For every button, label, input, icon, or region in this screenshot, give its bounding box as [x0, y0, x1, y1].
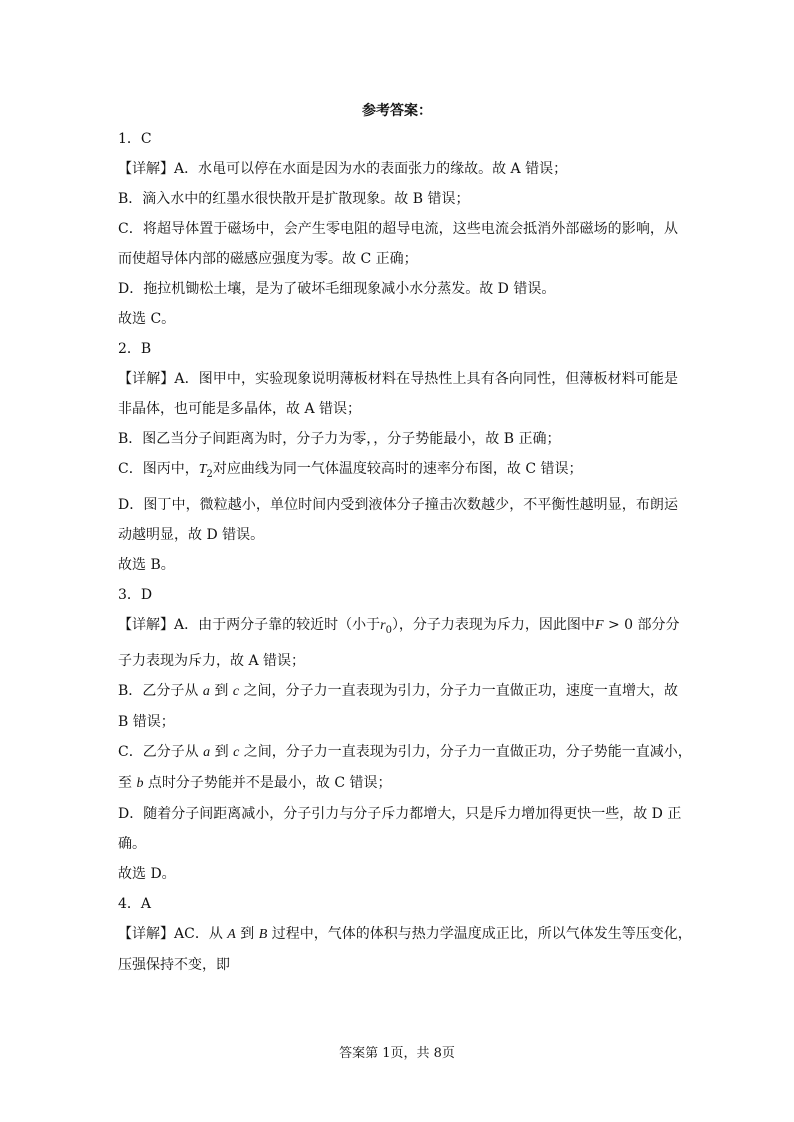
q2-line-4: [118, 454, 678, 490]
q2-symbol-t: T: [198, 462, 207, 477]
q3-symbol-r: r: [380, 617, 386, 633]
q1-line-2: B．滴入水中的红墨水很快散开是扩散现象。故 B 错误；: [118, 191, 470, 207]
q3-symbol-c: c: [232, 683, 240, 699]
q3-symbol-b: b: [136, 775, 144, 791]
q4-symbol-b: B: [258, 926, 268, 942]
q3-line-3-e: 之间，分子力一直表现为引力，分子力一直做正功，速度一直增大，故: [239, 682, 678, 699]
q2-line-6: 动越明显，故 D 错误。: [118, 526, 265, 543]
q1-line-3: C．将超导体置于磁场中，会产生零电阻的超导电流，这些电流会抵消外部磁场的影响，从: [118, 221, 678, 237]
q3-symbol-r-sub: 0: [385, 624, 392, 636]
q3-line-5: [118, 737, 692, 768]
q3-line-5-e: 之间，分子力一直表现为引力，分子力一直做正功，分子势能一直减小，: [239, 743, 692, 760]
q3-line-5-a: C．乙分子从: [118, 743, 204, 760]
q1-line-4: 而使超导体内部的磁感应强度为零。故 C 正确；: [118, 251, 418, 267]
q3-line-8: 确。: [118, 835, 146, 852]
q4-line-2: 压强保持不变，即: [118, 956, 230, 973]
q4-line-1-e: 过程中，气体的体积与热力学温度成正比，所以气体发生等压变化，: [267, 925, 692, 942]
q1-number: 1．C: [118, 131, 152, 147]
q1-line-1: 【详解】A．水黾可以停在水面是因为水的表面张力的缘故。故 A 错误；: [118, 161, 568, 177]
page-title: 参考答案：: [362, 103, 432, 119]
q3-line-6: [118, 768, 678, 799]
q2-line-1: 【详解】A．图甲中，实验现象说明薄板材料在导热性上具有各向同性，但薄板材料可能是: [118, 371, 678, 387]
q3-symbol-f: F: [594, 617, 604, 633]
answer-content: [118, 124, 692, 980]
q3-line-1: [118, 610, 678, 646]
q1-line-5: D．拖拉机锄松土壤，是为了破坏毛细现象减小水分蒸发。故 D 错误。: [118, 281, 556, 297]
q3-line-5-c: 到: [210, 743, 234, 760]
q3-line-4: B 错误；: [118, 713, 175, 730]
q3-line-6-a: 至: [118, 774, 137, 791]
q3-number: 3．D: [118, 586, 153, 603]
q2-line-5: D．图丁中，微粒越小，单位时间内受到液体分子撞击次数越少，不平衡性越明显，布朗运: [118, 496, 678, 513]
q3-line-3-c: 到: [209, 682, 233, 699]
q2-line-2: 非晶体，也可能是多晶体，故 A 错误；: [118, 401, 362, 417]
q2-line-7: 故选 B。: [118, 556, 175, 573]
q4-line-1-a: 【详解】AC．从: [118, 925, 228, 942]
q4-number: 4．A: [118, 895, 152, 912]
q3-line-3-a: B．乙分子从: [118, 682, 203, 699]
q3-line-7: D．随着分子间距离减小，分子引力与分子斥力都增大，只是斥力增加得更快一些，故 D 正: [118, 805, 682, 822]
q2-line-4-post: 对应曲线为同一气体温度较高时的速率分布图，故 C 错误；: [212, 461, 583, 477]
page-footer: 答案第 1页，共 8页: [339, 1046, 455, 1061]
q2-line-3: B．图乙当分子间距离为时，分子力为零，，分子势能最小，故 B 正确；: [118, 431, 561, 447]
q3-line-1-pre: 【详解】A．由于两分子靠的较近时（小于: [118, 616, 381, 633]
q3-line-9: 故选 D。: [118, 865, 176, 882]
q3-symbol-c-2: c: [233, 744, 240, 760]
q4-symbol-a: A: [227, 926, 236, 942]
q4-line-1: [118, 919, 692, 950]
q3-symbol-a: a: [202, 683, 210, 699]
q3-symbol-a-2: a: [203, 744, 211, 760]
q4-line-1-c: 到: [235, 925, 259, 942]
q3-line-3: [118, 676, 678, 707]
q1-line-6: 故选 C。: [118, 311, 176, 327]
q2-line-4-pre: C．图丙中，: [118, 461, 199, 477]
q3-line-6-c: 点时分子势能并不是最小，故 C 错误；: [143, 774, 392, 791]
q2-symbol-t-sub: 2: [206, 468, 213, 480]
q3-line-1-post: > 0 部分分: [603, 616, 680, 633]
q3-line-2: 子力表现为斥力，故 A 错误；: [118, 652, 306, 669]
q3-line-1-mid: ），分子力表现为斥力，因此图中: [391, 616, 595, 633]
q2-number: 2．B: [118, 341, 152, 357]
